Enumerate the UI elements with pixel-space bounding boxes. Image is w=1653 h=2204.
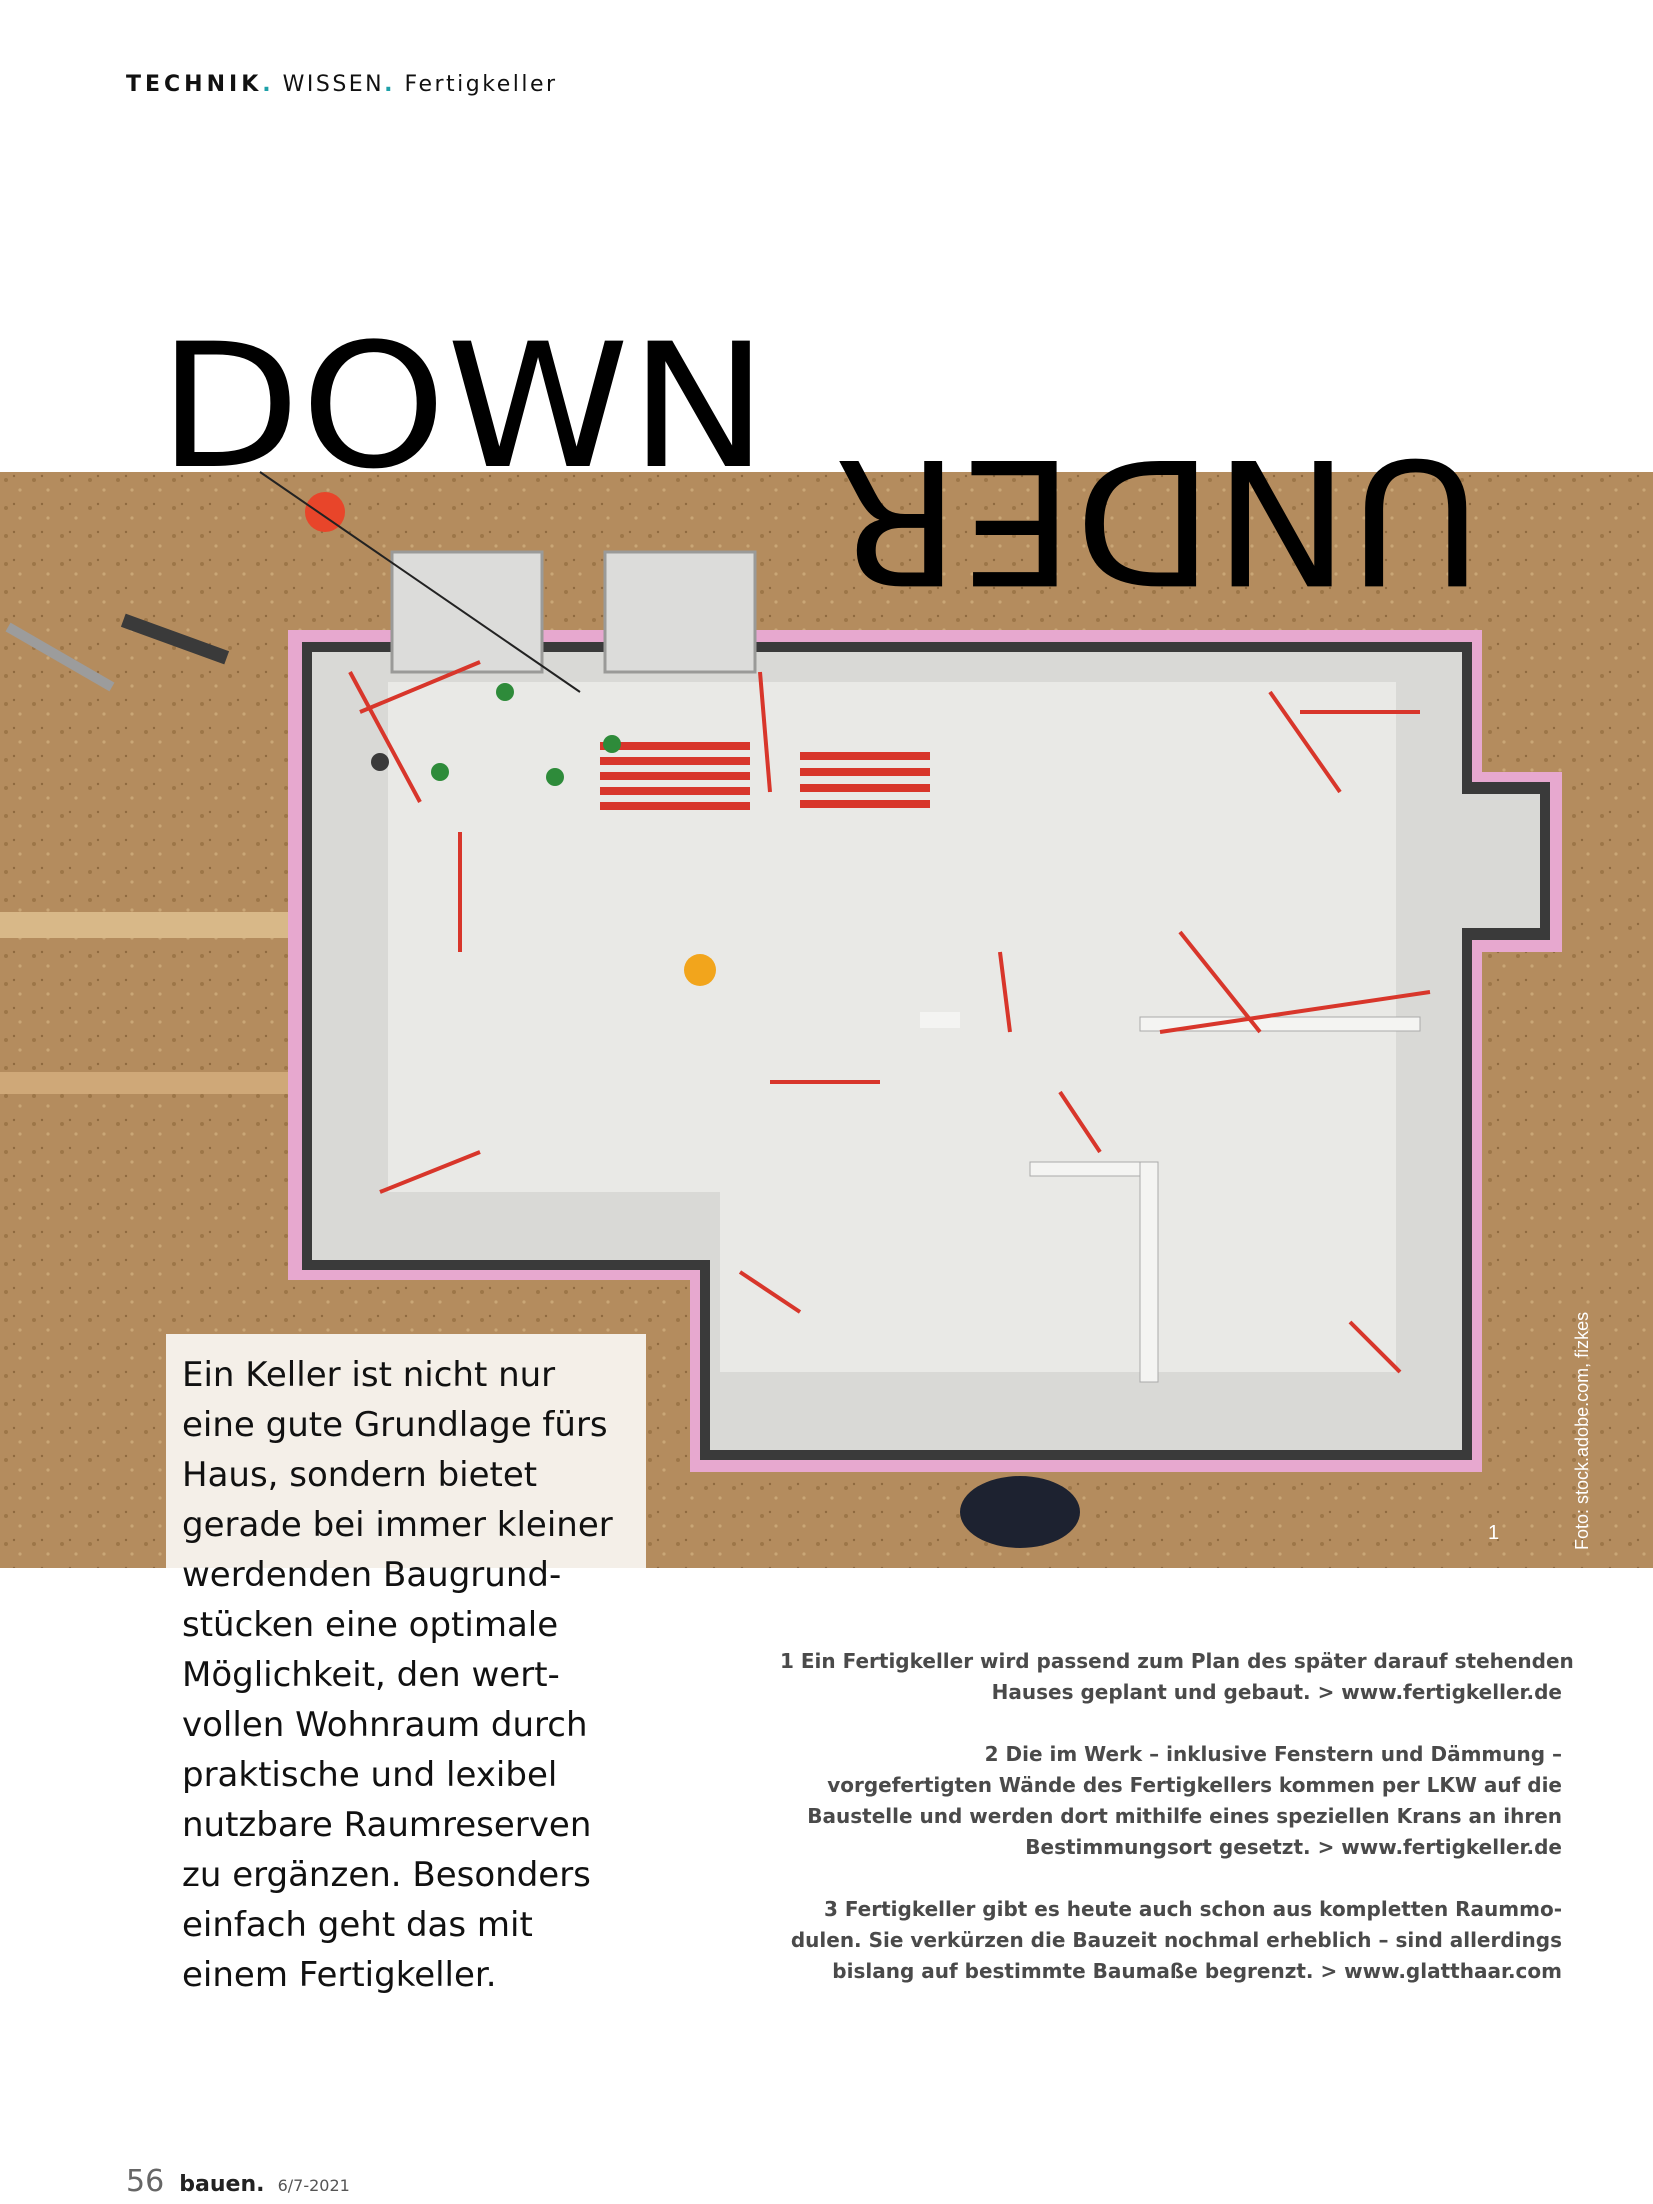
- caption-line: Hauses geplant und gebaut. > www.fertigkeller.de: [991, 1680, 1562, 1704]
- intro-line: Möglichkeit, den wert-: [182, 1655, 560, 1695]
- caption-line: 3 Fertigkeller gibt es heute auch schon aus kompletten Raummo-: [823, 1897, 1562, 1921]
- photo-number: 1: [1488, 1522, 1500, 1544]
- headline-under-inverted: UNDER: [833, 420, 1482, 621]
- caption-line: Bestimmungsort gesetzt. > www.fertigkeller.de: [1025, 1835, 1562, 1859]
- intro-line: praktische und lexibel: [182, 1755, 558, 1795]
- intro-line: einem Fertigkeller.: [182, 1955, 497, 1995]
- caption-line: bislang auf bestimmte Baumaße begrenzt. > www.glatthaar.com: [832, 1959, 1562, 1983]
- breadcrumb-fertigkeller: Fertigkeller: [404, 72, 558, 97]
- intro-line: Ein Keller ist nicht nur: [182, 1355, 556, 1395]
- breadcrumb-wissen: WISSEN: [282, 72, 385, 97]
- caption-line: 1 Ein Fertigkeller wird passend zum Plan des später darauf stehenden: [780, 1649, 1574, 1673]
- caption-line: Baustelle und werden dort mithilfe eines speziellen Krans an ihren: [807, 1804, 1562, 1828]
- caption-line: dulen. Sie verkürzen die Bauzeit nochmal erheblich – sind allerdings: [790, 1928, 1562, 1952]
- caption-1: [780, 1646, 1574, 1708]
- intro-text: [182, 1350, 662, 2000]
- page-number: 56: [126, 2164, 165, 2199]
- caption-line: vorgefertigten Wände des Fertigkellers kommen per LKW auf die: [827, 1773, 1562, 1797]
- caption-line: 2 Die im Werk – inklusive Fenstern und Dämmung –: [984, 1742, 1562, 1766]
- issue-number: 6/7-2021: [277, 2176, 350, 2195]
- headline: [0, 306, 1653, 621]
- intro-line: zu ergänzen. Besonders: [182, 1855, 591, 1895]
- photo-credit: Foto: stock.adobe.com, fizkes: [1572, 1311, 1592, 1550]
- intro-line: gerade bei immer kleiner: [182, 1505, 613, 1545]
- photo-captions: [780, 1646, 1574, 2018]
- intro-line: nutzbare Raumreserven: [182, 1805, 592, 1845]
- intro-line: eine gute Grundlage fürs: [182, 1405, 608, 1445]
- caption-3: [780, 1894, 1562, 1987]
- intro-line: vollen Wohnraum durch: [182, 1705, 588, 1745]
- breadcrumb: TECHNIK. WISSEN. Fertigkeller: [126, 72, 558, 97]
- headline-down: DOWN: [158, 306, 768, 507]
- intro-line: einfach geht das mit: [182, 1905, 533, 1945]
- breadcrumb-technik: TECHNIK: [126, 72, 263, 97]
- intro-line: stücken eine optimale: [182, 1605, 559, 1645]
- intro-line: Haus, sondern bietet: [182, 1455, 538, 1495]
- page-footer: [126, 2164, 350, 2199]
- caption-2: [780, 1739, 1562, 1863]
- magazine-name: bauen.: [179, 2172, 265, 2197]
- intro-line: werdenden Baugrund-: [182, 1555, 562, 1595]
